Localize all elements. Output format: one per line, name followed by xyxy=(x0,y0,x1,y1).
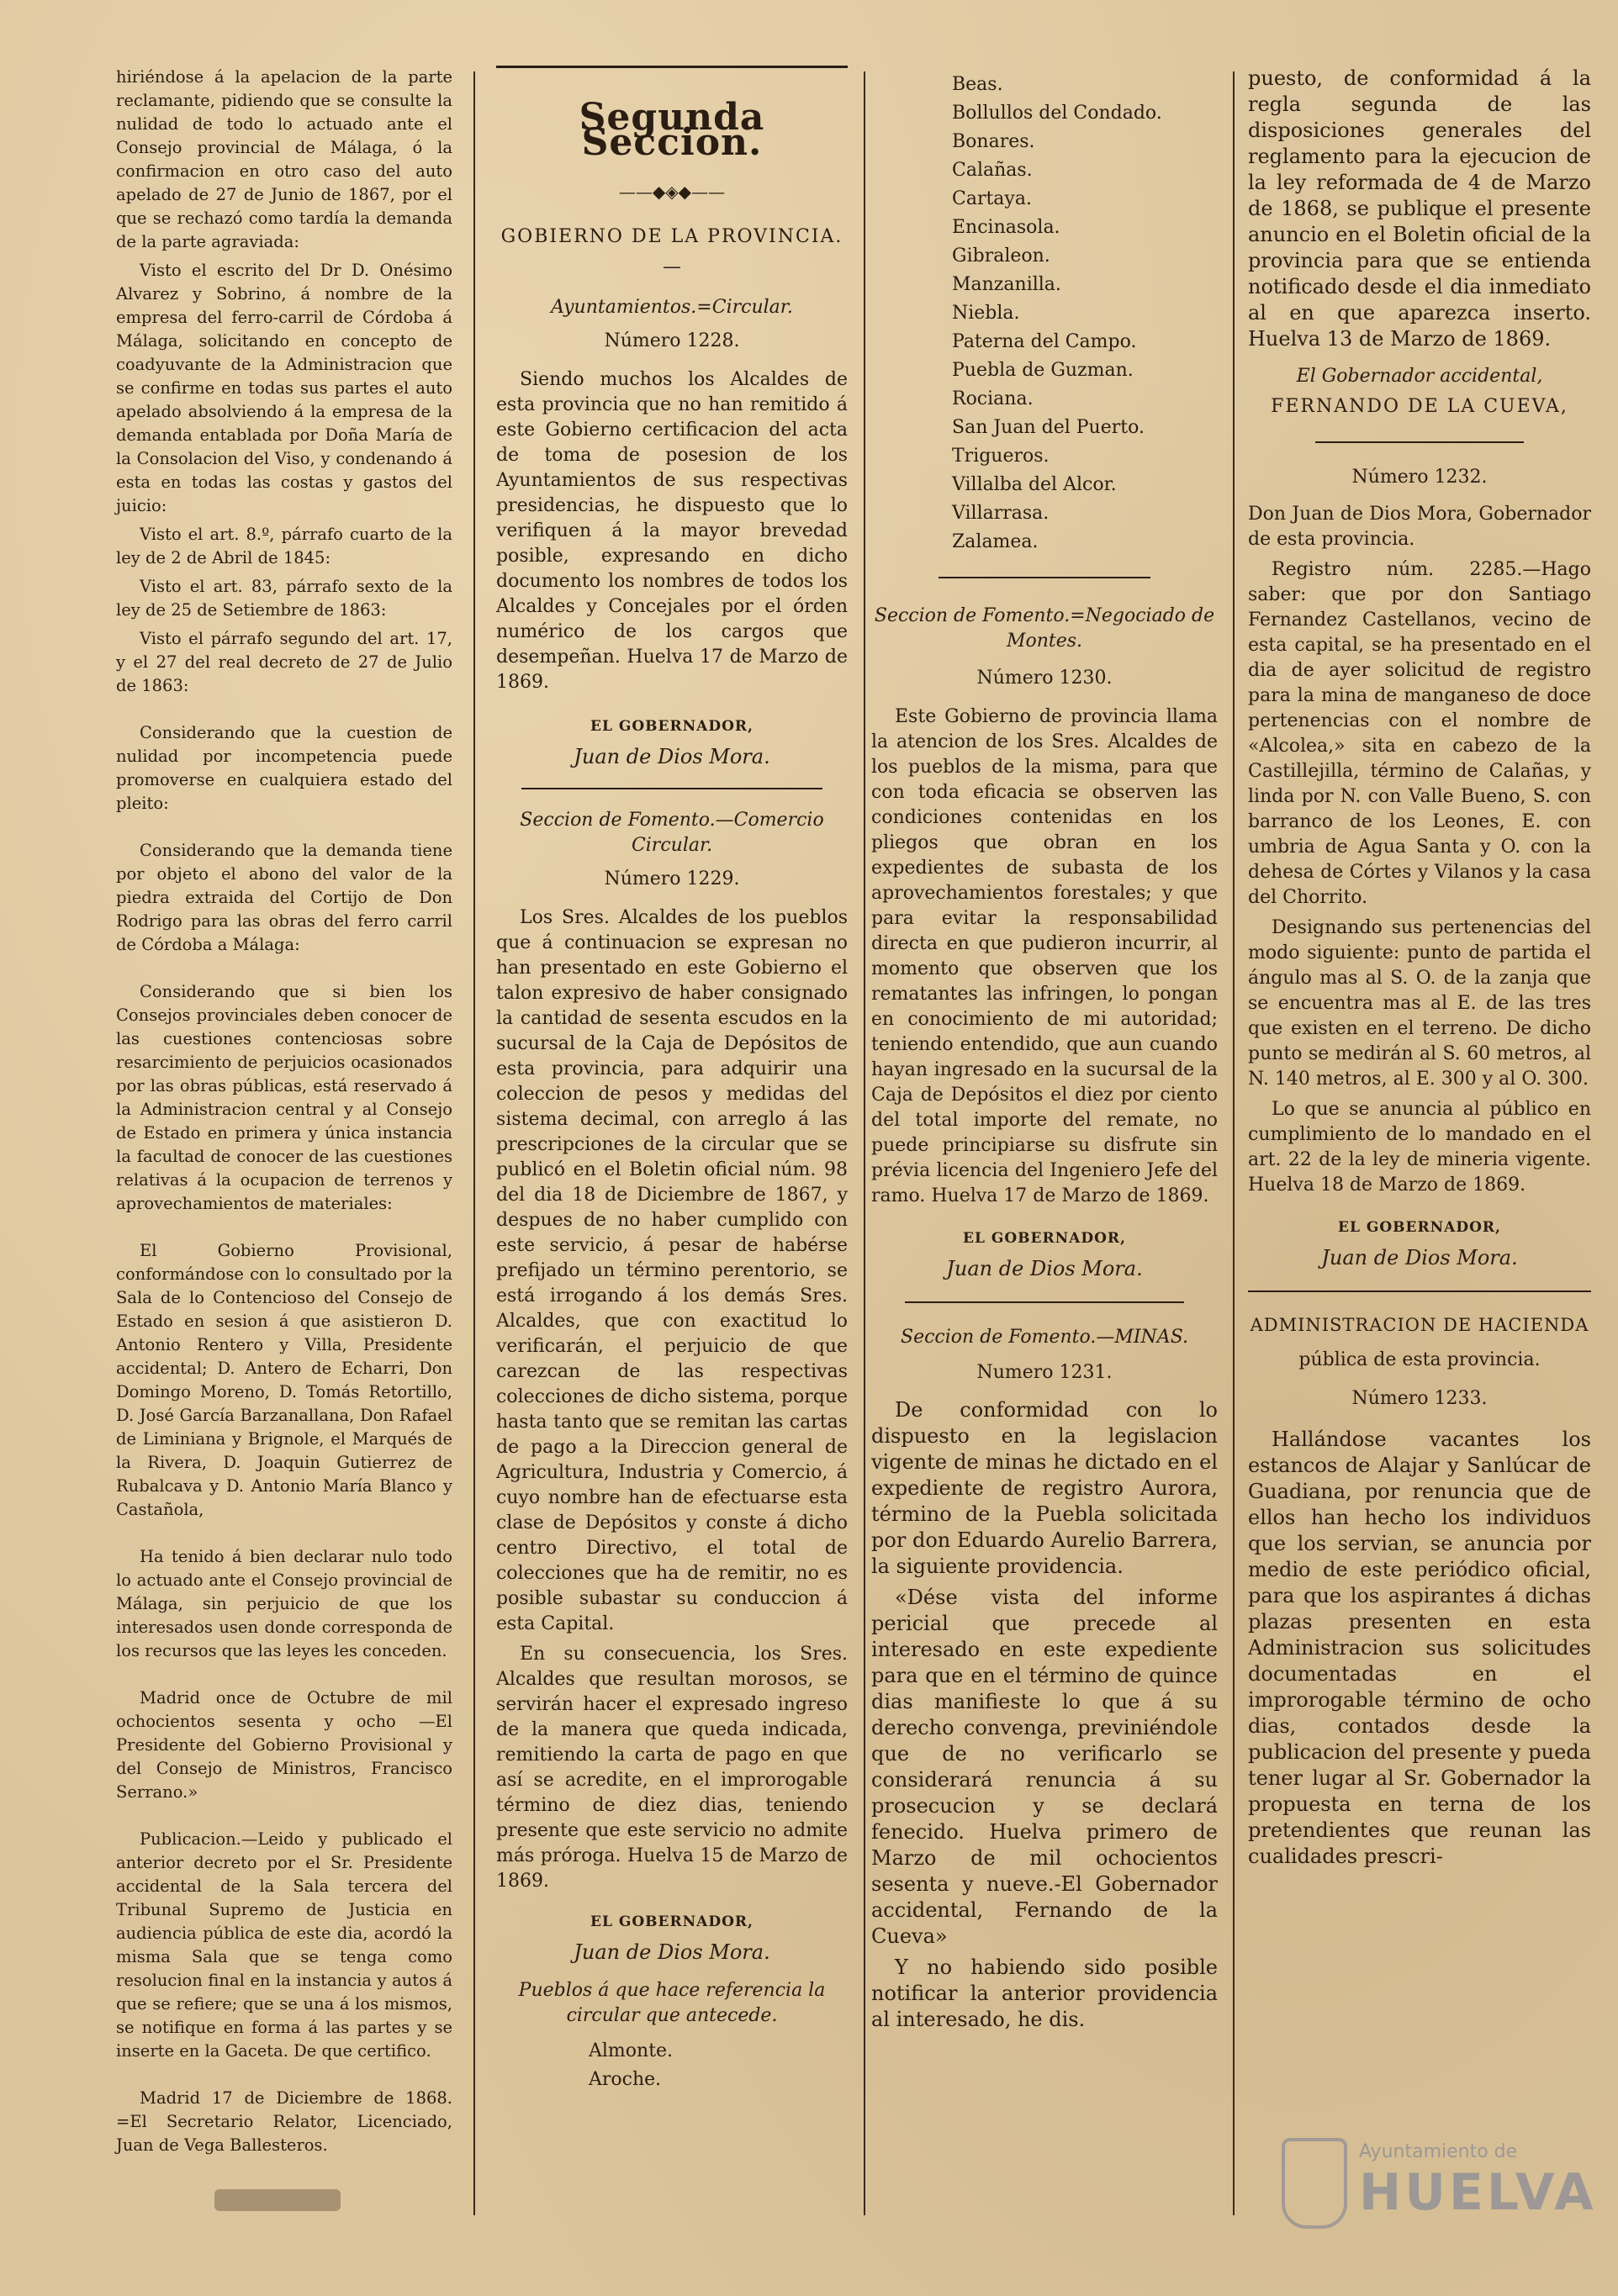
list-item: Paterna del Campo. xyxy=(952,331,1137,352)
list-item: Aroche. xyxy=(589,2069,662,2090)
signature-title: EL GOBERNADOR, xyxy=(963,1230,1126,1247)
column-3 xyxy=(871,72,1218,2038)
town-list xyxy=(589,2039,848,2093)
section-heading: GOBIERNO DE LA PROVINCIA. xyxy=(500,226,843,247)
paragraph: Considerando que la cuestion de nulidad por incompetencia puede promoverse en cualquiera estado del pleito: xyxy=(116,723,452,813)
list-item: Almonte. xyxy=(589,2040,674,2061)
paragraph: Designando sus pertenencias del modo siguiente: punto de partida el ángulo mas al S. O. de la zanja que se encuentra mas al E. de las tres que existen en el terreno. De dicho punto se medirán al S. 60 metros, al N. 140 metros, al E. 300 y al O. 300. xyxy=(1248,917,1591,1090)
column-1 xyxy=(116,66,452,2162)
watermark-line1: Ayuntamiento de xyxy=(1359,2141,1518,2162)
signature-name: Juan de Dios Mora. xyxy=(946,1257,1143,1280)
separator xyxy=(939,577,1150,578)
article-subheading: Seccion de Fomento.=Negociado de Montes. xyxy=(874,605,1215,652)
list-item: Cartaya. xyxy=(952,188,1032,209)
separator xyxy=(521,788,822,789)
column-divider xyxy=(1233,71,1235,2215)
paragraph: En su consecuencia, los Sres. Alcaldes que resultan morosos, se servirán hacer el expresado ingreso de la manera que queda indicada, remitiendo la carta de pago en que así se acredite, en el improrogable término de diez dias, teniendo presente que este servicio no admite más próroga. Huelva 15 de Marzo de 1869. xyxy=(496,1644,848,1892)
article-subheading: Seccion de Fomento.—MINAS. xyxy=(901,1327,1188,1348)
article-number: Número 1230. xyxy=(976,668,1113,689)
paragraph: Ha tenido á bien declarar nulo todo lo actuado ante el Consejo provincial de Málaga, sin perjuicio de que los interesados usen donde corresponda de los recursos que las leyes les conceden. xyxy=(116,1547,452,1660)
paragraph: Madrid 17 de Diciembre de 1868. =El Secretario Relator, Licenciado, Juan de Vega Ballesteros. xyxy=(116,2088,452,2155)
list-item: Villarrasa. xyxy=(952,503,1050,524)
separator xyxy=(1315,441,1524,443)
list-item: Trigueros. xyxy=(952,446,1050,467)
signature-title: EL GOBERNADOR, xyxy=(590,718,753,735)
paragraph: Visto el art. 8.º, párrafo cuarto de la ley de 2 de Abril de 1845: xyxy=(116,525,452,567)
paragraph: «Dése vista del informe pericial que precede al interesado en este expediente para que en el término de quince dias manifieste lo que á su derecho convenga, previniéndole que de no verificarlo se considerará renuncia á su prosecucion y se declará fenecido. Huelva primero de Marzo de mil ochocientos sesenta y nueve.-El Gobernador accidental, Fernando de la Cueva» xyxy=(871,1586,1218,1948)
top-rule xyxy=(496,66,848,68)
ink-smudge xyxy=(214,2189,341,2211)
short-dash: — xyxy=(663,256,681,277)
list-item: Bollullos del Condado. xyxy=(952,103,1162,124)
list-item: Puebla de Guzman. xyxy=(952,360,1134,381)
paragraph: Lo que se anuncia al público en cumplimiento de lo mandado en el art. 22 de la ley de mineria vigente. Huelva 18 de Marzo de 1869. xyxy=(1248,1099,1591,1196)
list-item: Encinasola. xyxy=(952,217,1060,238)
column-divider xyxy=(473,71,475,2215)
paragraph: Y no habiendo sido posible notificar la anterior providencia al interesado, he dis. xyxy=(871,1956,1218,2031)
paragraph: Considerando que si bien los Consejos provinciales deben conocer de las cuestiones contenciosas sobre resarcimiento de perjuicios ocasionados por las obras públicas, está reservado á la Administracion central y al Consejo de Estado en primera y única instancia la facultad de conocer de las cuestiones relativas á la ocupacion de terrenos y aprovechamientos de materiales: xyxy=(116,982,452,1213)
paragraph: Madrid once de Octubre de mil ochocientos sesenta y ocho —El Presidente del Gobierno Provisional y del Consejo de Ministros, Francisco Serrano.» xyxy=(116,1688,452,1802)
signature-name: Juan de Dios Mora. xyxy=(574,1940,770,1964)
section-heading: ADMINISTRACION DE HACIENDA xyxy=(1250,1315,1589,1335)
column-2 xyxy=(496,66,848,2096)
coat-of-arms-icon xyxy=(1282,2138,1347,2229)
list-item: Niebla. xyxy=(952,303,1020,324)
paragraph: Considerando que la demanda tiene por objeto el abono del valor de la piedra extraida del Cortijo de Don Rodrigo para las obras del ferro carril de Córdoba a Málaga: xyxy=(116,841,452,954)
list-item: Bonares. xyxy=(952,131,1035,152)
section-title: Segunda Seccion. xyxy=(579,96,765,164)
article-subheading: Seccion de Fomento.—Comercio Circular. xyxy=(520,810,824,856)
signature-name: Juan de Dios Mora. xyxy=(1321,1246,1518,1269)
paragraph: Los Sres. Alcaldes de los pueblos que á continuacion se expresan no han presentado en este Gobierno el talon expresivo de haber consignado la cantidad de sesenta escudos en la sucursal de la Caja de Depósitos de esta provincia, para adquirir una coleccion de pesos y medidas del sistema decimal, con arreglo á las prescripciones de la circular que se publicó en el Boletin oficial núm. 98 del dia 18 de Diciembre de 1867, y despues de no haber cumplido con este servicio, á pesar de habérse prefijado un término perentorio, se está irrogando á los demás Sres. Alcaldes, que con exactitud lo verificarán, el perjuicio de que carezcan de las respectivas colecciones de dicho sistema, porque hasta tanto que se remitan las cartas de pago a la Direccion general de Agricultura, Industria y Comercio, á cuyo nombre han de efectuarse esta clase de Depósitos y conste á dicho centro Directivo, el total de colecciones que ha de remitir, no es posible subastar su conduccion á esta Capital. xyxy=(496,907,848,1634)
article-number: Número 1233. xyxy=(1351,1388,1488,1409)
signature-name: FERNANDO DE LA CUEVA, xyxy=(1271,396,1568,417)
column-4 xyxy=(1248,66,1591,1875)
watermark xyxy=(1282,2130,1597,2230)
article-number: Número 1232. xyxy=(1351,467,1488,488)
list-item: Gibraleon. xyxy=(952,245,1050,267)
paragraph: El Gobierno Provisional, conformándose con lo consultado por la Sala de lo Contencioso del Consejo de Estado en sesion á que asistieron D. Antonio Rentero y Villa, Presidente accidental; D. Antero de Echarri, Don Domingo Moreno, D. Tomás Retortillo, D. José García Barzanallana, Don Rafael de Liminiana y Brignole, el Marqués de la Rivera, D. Joaquin Gutierrez de Rubalcava y D. Antonio María Blanco y Castañola, xyxy=(116,1241,452,1519)
paragraph: Registro núm. 2285.—Hago saber: que por don Santiago Fernandez Castellanos, vecino de esta capital, se ha presentado en el dia de ayer solicitud de registro para la mina de manganeso de doce pertenencias con el nombre de «Alcolea,» sita en cabezo de la Castillejilla, término de Calañas, y linda por N. con Valle Bueno, S. con barranco de los Leones, E. con umbria de Agua Santa y O. con la dehesa de Córtes y Vilanos y la casa del Chorrito. xyxy=(1248,559,1591,908)
watermark-line2: HUELVA xyxy=(1359,2163,1597,2222)
ornament: ——◆◈◆—— xyxy=(618,182,726,202)
paragraph: Don Juan de Dios Mora, Gobernador de esta provincia. xyxy=(1248,504,1591,550)
paragraph: Visto el párrafo segundo del art. 17, y el 27 del real decreto de 27 de Julio de 1863: xyxy=(116,629,452,695)
paragraph: Visto el escrito del Dr D. Onésimo Alvarez y Sobrino, á nombre de la empresa del ferro-carril de Córdoba á Málaga, solicitando en concepto de coadyuvante de la Administracion que se confirme en todas sus partes el auto apelado absolviendo á la empresa de la demanda entablada por Doña María de la Consolacion del Viso, y condenando á esta en todas las costas y gastos del juicio: xyxy=(116,261,452,515)
separator xyxy=(1248,1291,1591,1292)
list-item: San Juan del Puerto. xyxy=(952,417,1145,438)
signature-title: El Gobernador accidental, xyxy=(1296,366,1543,387)
list-item: Calañas. xyxy=(952,160,1033,181)
article-number: Número 1228. xyxy=(604,330,740,351)
paragraph: De conformidad con lo dispuesto en la legislacion vigente de minas he dictado en el expediente de registro Aurora, término de la Puebla solicitada por don Eduardo Aurelio Barrera, la siguiente providencia. xyxy=(871,1398,1218,1578)
paragraph: Visto el art. 83, párrafo sexto de la ley de 25 de Setiembre de 1863: xyxy=(116,577,452,620)
section-subheading: pública de esta provincia. xyxy=(1298,1349,1541,1370)
paragraph: puesto, de conformidad á la regla segunda de las disposiciones generales del reglamento para la ejecucion de la ley reformada de 4 de Marzo de 1868, se publique el presente anuncio en el Boletin oficial de la provincia para que se entienda notificado desde el dia inmediato al en que aparezca inserto. Huelva 13 de Marzo de 1869. xyxy=(1248,66,1591,351)
paragraph: hiriéndose á la apelacion de la parte reclamante, pidiendo que se consulte la nulidad de todo lo actuado ante el Consejo provincial de Málaga, ó la confirmacion en otro caso del auto apelado de 27 de Junio de 1867, por el que se rechazó como tardía la demanda de la parte agraviada: xyxy=(116,67,452,251)
column-divider xyxy=(864,71,865,2215)
list-item: Rociana. xyxy=(952,388,1034,409)
signature-title: EL GOBERNADOR, xyxy=(590,1913,753,1930)
signature-name: Juan de Dios Mora. xyxy=(574,745,770,768)
article-subheading: Ayuntamientos.=Circular. xyxy=(551,297,793,318)
list-heading: Pueblos á que hace referencia la circular que antecede. xyxy=(518,1980,826,2026)
list-item: Villalba del Alcor. xyxy=(952,474,1117,495)
paragraph: Publicacion.—Leido y publicado el anterior decreto por el Sr. Presidente accidental de la Sala tercera del Tribunal Supremo de Justicia en audiencia pública de este dia, acordó la misma Sala que se tenga como resolucion final en la instancia y autos á que se refiere; que se una á los mismos, se notifique en forma á las partes y se inserte en la Gaceta. De que certifico. xyxy=(116,1829,452,2061)
article-number: Numero 1231. xyxy=(976,1362,1113,1383)
signature-title: EL GOBERNADOR, xyxy=(1338,1219,1501,1236)
town-list xyxy=(952,72,1218,555)
paragraph: Siendo muchos los Alcaldes de esta provincia que no han remitido á este Gobierno certificacion del acta de toma de posesion de los Ayuntamientos de sus respectivas presidencias, he dispuesto que lo verifiquen á la mayor brevedad posible, expresando en dicho documento los nombres de todos los Alcaldes y Concejales por el órden numérico de los cargos que desempeñan. Huelva 17 de Marzo de 1869. xyxy=(496,369,848,693)
list-item: Zalamea. xyxy=(952,531,1039,552)
separator xyxy=(905,1301,1184,1303)
list-item: Manzanilla. xyxy=(952,274,1061,295)
article-number: Número 1229. xyxy=(604,868,740,889)
paragraph: Hallándose vacantes los estancos de Alajar y Sanlúcar de Guadiana, por renuncia que de ellos han hecho los individuos que los servian, se anuncia por medio de este periódico oficial, para que los aspirantes á dichas plazas presenten en esta Administracion sus solicitudes documentadas en el improrogable término de ocho dias, contados desde la publicacion del presente y pueda tener lugar al Sr. Gobernador la propuesta en terna de los pretendientes que reunan las cualidades prescri- xyxy=(1248,1428,1591,1868)
list-item: Beas. xyxy=(952,74,1003,95)
paragraph: Este Gobierno de provincia llama la atencion de los Sres. Alcaldes de los pueblos de la misma, para que con toda eficacia se observen las condiciones contenidas en los pliegos que obran en los expedientes de subasta de los aprovechamientos forestales; y que para evitar la responsabilidad directa en que pudieron incurrir, al momento que observen que los rematantes las infringen, lo pongan en conocimiento de mi autoridad; teniendo entendido, que aun cuando hayan ingresado en la sucursal de la Caja de Depósitos el diez por ciento del total importe del remate, no puede principiarse su disfrute sin prévia licencia del Ingeniero Jefe del ramo. Huelva 17 de Marzo de 1869. xyxy=(871,706,1218,1206)
